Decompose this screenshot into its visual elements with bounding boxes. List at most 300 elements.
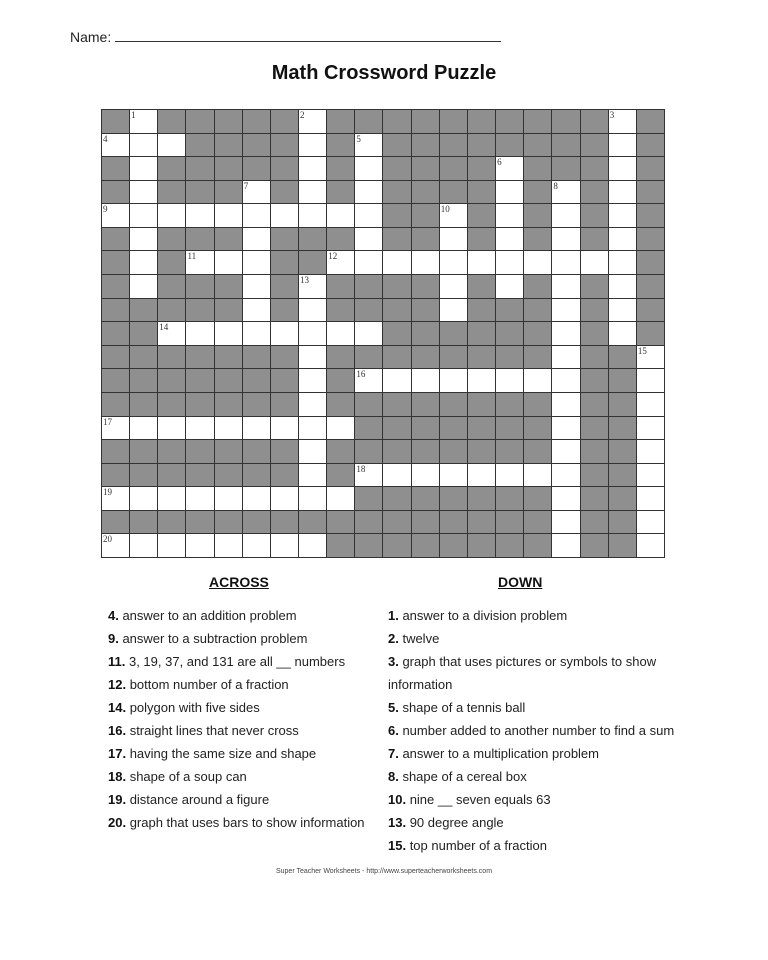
grid-cell-open[interactable] xyxy=(609,275,636,298)
grid-cell-block xyxy=(215,440,242,463)
grid-cell-block xyxy=(186,369,213,392)
clue-number: 7. xyxy=(388,746,399,761)
grid-cell-open[interactable] xyxy=(243,322,270,345)
clue-number-label: 3 xyxy=(609,110,615,120)
across-heading: ACROSS xyxy=(209,574,269,590)
grid-cell-open[interactable] xyxy=(609,157,636,180)
clue-text: shape of a cereal box xyxy=(398,769,527,784)
grid-cell-open[interactable] xyxy=(440,299,467,322)
grid-cell-open[interactable] xyxy=(102,134,129,157)
grid-cell-open[interactable] xyxy=(299,417,326,440)
grid-cell-block xyxy=(609,369,636,392)
grid-cell-block xyxy=(102,251,129,274)
clue-number: 20. xyxy=(108,815,127,830)
grid-cell-open[interactable] xyxy=(130,251,157,274)
grid-cell-block xyxy=(637,204,664,227)
clue-text: 3, 19, 37, and 131 are all __ numbers xyxy=(125,654,346,669)
clue-number-label: 19 xyxy=(103,487,112,498)
grid-cell-open[interactable] xyxy=(186,322,213,345)
grid-cell-block xyxy=(327,299,354,322)
grid-cell-block xyxy=(102,275,129,298)
grid-cell-block xyxy=(383,228,410,251)
grid-cell-block xyxy=(468,417,495,440)
grid-cell-block xyxy=(102,440,129,463)
grid-cell-open[interactable] xyxy=(637,369,664,392)
clue-number: 4. xyxy=(108,608,119,623)
across-clue xyxy=(108,719,378,742)
grid-cell-open[interactable] xyxy=(299,464,326,487)
grid-cell-open[interactable] xyxy=(355,369,382,392)
grid-cell-block xyxy=(383,275,410,298)
grid-cell-open[interactable] xyxy=(355,251,382,274)
grid-cell-block xyxy=(383,487,410,510)
grid-cell-block xyxy=(581,228,608,251)
grid-cell-open[interactable] xyxy=(355,228,382,251)
grid-cell-open[interactable] xyxy=(299,369,326,392)
grid-cell-open[interactable] xyxy=(102,487,129,510)
grid-cell-open[interactable] xyxy=(552,464,579,487)
grid-cell-block xyxy=(355,346,382,369)
grid-cell-open[interactable] xyxy=(552,393,579,416)
grid-cell-open[interactable] xyxy=(383,369,410,392)
grid-cell-block xyxy=(581,204,608,227)
clue-text: nine __ seven equals 63 xyxy=(406,792,551,807)
grid-cell-open[interactable] xyxy=(130,228,157,251)
grid-cell-block xyxy=(637,157,664,180)
grid-cell-block xyxy=(355,440,382,463)
grid-cell-block xyxy=(383,534,410,557)
grid-cell-block xyxy=(440,511,467,534)
grid-cell-open[interactable] xyxy=(299,110,326,133)
grid-cell-open[interactable] xyxy=(552,511,579,534)
grid-cell-open[interactable] xyxy=(215,534,242,557)
grid-cell-open[interactable] xyxy=(524,464,551,487)
grid-cell-open[interactable] xyxy=(355,181,382,204)
grid-cell-block xyxy=(102,322,129,345)
grid-cell-block xyxy=(327,275,354,298)
grid-cell-block xyxy=(412,275,439,298)
grid-cell-open[interactable] xyxy=(609,134,636,157)
grid-cell-block xyxy=(468,228,495,251)
grid-cell-block xyxy=(412,511,439,534)
grid-cell-open[interactable] xyxy=(130,204,157,227)
grid-cell-open[interactable] xyxy=(243,275,270,298)
clue-text: distance around a figure xyxy=(126,792,270,807)
grid-cell-open[interactable] xyxy=(609,181,636,204)
grid-cell-open[interactable] xyxy=(609,299,636,322)
grid-cell-block xyxy=(327,393,354,416)
grid-cell-block xyxy=(440,440,467,463)
grid-cell-block xyxy=(637,275,664,298)
grid-cell-open[interactable] xyxy=(130,157,157,180)
grid-cell-block xyxy=(158,511,185,534)
grid-cell-open[interactable] xyxy=(271,534,298,557)
grid-cell-block xyxy=(468,511,495,534)
grid-cell-open[interactable] xyxy=(299,487,326,510)
clue-number: 15. xyxy=(388,838,407,853)
grid-cell-block xyxy=(158,157,185,180)
grid-cell-block xyxy=(186,181,213,204)
grid-cell-open[interactable] xyxy=(552,440,579,463)
grid-cell-open[interactable] xyxy=(383,464,410,487)
grid-cell-open[interactable] xyxy=(299,181,326,204)
grid-cell-open[interactable] xyxy=(243,181,270,204)
grid-cell-block xyxy=(581,322,608,345)
grid-cell-block xyxy=(524,134,551,157)
grid-cell-open[interactable] xyxy=(412,464,439,487)
grid-cell-open[interactable] xyxy=(271,417,298,440)
grid-cell-open[interactable] xyxy=(637,440,664,463)
grid-cell-block xyxy=(637,322,664,345)
grid-cell-open[interactable] xyxy=(552,181,579,204)
grid-cell-block xyxy=(327,228,354,251)
across-clue xyxy=(108,696,378,719)
grid-cell-open[interactable] xyxy=(496,204,523,227)
grid-cell-open[interactable] xyxy=(637,511,664,534)
grid-cell-open[interactable] xyxy=(496,181,523,204)
clue-number-label: 17 xyxy=(103,416,112,427)
grid-cell-open[interactable] xyxy=(552,534,579,557)
grid-cell-open[interactable] xyxy=(496,157,523,180)
grid-cell-open[interactable] xyxy=(552,299,579,322)
grid-cell-block xyxy=(215,511,242,534)
clue-number-label: 14 xyxy=(159,322,169,333)
grid-cell-open[interactable] xyxy=(468,251,495,274)
clue-number: 1. xyxy=(388,608,399,623)
grid-cell-open[interactable] xyxy=(299,299,326,322)
grid-cell-open[interactable] xyxy=(327,417,354,440)
grid-cell-block xyxy=(524,322,551,345)
grid-cell-open[interactable] xyxy=(552,346,579,369)
grid-cell-block xyxy=(130,346,157,369)
grid-cell-block xyxy=(186,393,213,416)
grid-cell-block xyxy=(468,181,495,204)
clue-number-label: 8 xyxy=(553,180,558,191)
crossword-grid xyxy=(101,109,665,558)
clue-text: answer to a subtraction problem xyxy=(118,631,308,646)
clue-number: 17. xyxy=(108,746,127,761)
grid-cell-open[interactable] xyxy=(186,534,213,557)
grid-cell-block xyxy=(383,110,410,133)
grid-cell-block xyxy=(102,228,129,251)
grid-cell-block xyxy=(412,417,439,440)
grid-cell-open[interactable] xyxy=(327,487,354,510)
grid-cell-open[interactable] xyxy=(496,464,523,487)
grid-cell-open[interactable] xyxy=(552,417,579,440)
grid-cell-open[interactable] xyxy=(299,534,326,557)
clue-text: bottom number of a fraction xyxy=(126,677,289,692)
grid-cell-block xyxy=(215,299,242,322)
grid-cell-open[interactable] xyxy=(637,393,664,416)
grid-cell-block xyxy=(440,322,467,345)
grid-cell-block xyxy=(609,487,636,510)
grid-cell-block xyxy=(524,181,551,204)
down-clue xyxy=(388,811,678,834)
grid-cell-open[interactable] xyxy=(637,417,664,440)
grid-cell-open[interactable] xyxy=(440,275,467,298)
clue-number: 3. xyxy=(388,654,399,669)
grid-cell-block xyxy=(383,299,410,322)
grid-cell-open[interactable] xyxy=(130,134,157,157)
grid-cell-open[interactable] xyxy=(496,228,523,251)
grid-cell-open[interactable] xyxy=(327,204,354,227)
grid-cell-block xyxy=(581,346,608,369)
grid-cell-open[interactable] xyxy=(299,322,326,345)
grid-cell-open[interactable] xyxy=(243,299,270,322)
grid-cell-open[interactable] xyxy=(609,322,636,345)
grid-cell-open[interactable] xyxy=(271,487,298,510)
grid-cell-open[interactable] xyxy=(383,251,410,274)
grid-cell-open[interactable] xyxy=(158,134,185,157)
grid-cell-block xyxy=(158,110,185,133)
grid-cell-block xyxy=(271,369,298,392)
name-blank-line[interactable] xyxy=(115,27,501,42)
grid-cell-open[interactable] xyxy=(243,228,270,251)
clue-number: 18. xyxy=(108,769,127,784)
grid-cell-block xyxy=(158,181,185,204)
grid-cell-block xyxy=(524,275,551,298)
grid-cell-open[interactable] xyxy=(637,487,664,510)
grid-cell-open[interactable] xyxy=(243,204,270,227)
grid-cell-block xyxy=(130,393,157,416)
grid-cell-block xyxy=(637,299,664,322)
grid-cell-block xyxy=(440,181,467,204)
grid-cell-open[interactable] xyxy=(130,181,157,204)
grid-cell-block xyxy=(158,228,185,251)
footer-credit: Super Teacher Worksheets - http://www.superteacherworksheets.com xyxy=(275,868,493,875)
grid-cell-open[interactable] xyxy=(355,157,382,180)
grid-cell-block xyxy=(383,417,410,440)
grid-cell-block xyxy=(581,417,608,440)
down-clue xyxy=(388,788,678,811)
grid-cell-open[interactable] xyxy=(243,417,270,440)
grid-cell-open[interactable] xyxy=(158,322,185,345)
grid-cell-block xyxy=(468,393,495,416)
grid-cell-open[interactable] xyxy=(186,487,213,510)
grid-cell-open[interactable] xyxy=(130,275,157,298)
grid-cell-block xyxy=(440,534,467,557)
grid-cell-open[interactable] xyxy=(440,464,467,487)
clue-text: twelve xyxy=(398,631,440,646)
grid-cell-block xyxy=(609,534,636,557)
grid-cell-block xyxy=(496,322,523,345)
grid-cell-block xyxy=(327,440,354,463)
grid-cell-open[interactable] xyxy=(637,346,664,369)
grid-cell-open[interactable] xyxy=(299,440,326,463)
grid-cell-block xyxy=(552,157,579,180)
grid-cell-open[interactable] xyxy=(609,204,636,227)
grid-cell-block xyxy=(102,181,129,204)
down-clue xyxy=(388,719,678,742)
grid-cell-block xyxy=(637,251,664,274)
grid-cell-open[interactable] xyxy=(355,134,382,157)
grid-cell-block xyxy=(186,134,213,157)
grid-cell-open[interactable] xyxy=(552,204,579,227)
grid-cell-block xyxy=(355,275,382,298)
grid-cell-open[interactable] xyxy=(215,251,242,274)
grid-cell-block xyxy=(215,110,242,133)
grid-cell-open[interactable] xyxy=(271,322,298,345)
grid-cell-block xyxy=(383,511,410,534)
grid-cell-open[interactable] xyxy=(102,204,129,227)
grid-cell-open[interactable] xyxy=(637,534,664,557)
grid-cell-open[interactable] xyxy=(215,322,242,345)
page-title: Math Crossword Puzzle xyxy=(271,62,497,84)
grid-cell-block xyxy=(609,511,636,534)
grid-cell-open[interactable] xyxy=(440,251,467,274)
grid-cell-block xyxy=(355,534,382,557)
grid-cell-open[interactable] xyxy=(215,417,242,440)
grid-cell-open[interactable] xyxy=(102,534,129,557)
grid-cell-open[interactable] xyxy=(271,204,298,227)
grid-cell-open[interactable] xyxy=(327,322,354,345)
grid-cell-block xyxy=(524,346,551,369)
grid-cell-open[interactable] xyxy=(186,417,213,440)
grid-cell-open[interactable] xyxy=(158,417,185,440)
grid-cell-block xyxy=(468,275,495,298)
grid-cell-block xyxy=(524,299,551,322)
grid-cell-block xyxy=(130,322,157,345)
grid-cell-block xyxy=(102,157,129,180)
grid-cell-block xyxy=(158,369,185,392)
grid-cell-block xyxy=(327,369,354,392)
clue-number-label: 9 xyxy=(103,204,108,215)
grid-cell-open[interactable] xyxy=(299,134,326,157)
grid-cell-open[interactable] xyxy=(496,369,523,392)
grid-cell-open[interactable] xyxy=(552,275,579,298)
grid-cell-block xyxy=(102,110,129,133)
grid-cell-open[interactable] xyxy=(130,487,157,510)
grid-cell-block xyxy=(215,275,242,298)
grid-cell-block xyxy=(524,487,551,510)
grid-cell-block xyxy=(581,299,608,322)
grid-cell-open[interactable] xyxy=(552,251,579,274)
across-clue xyxy=(108,788,378,811)
grid-cell-block xyxy=(609,440,636,463)
grid-cell-block xyxy=(355,110,382,133)
grid-cell-open[interactable] xyxy=(215,487,242,510)
grid-cell-block xyxy=(383,440,410,463)
clue-text: top number of a fraction xyxy=(406,838,547,853)
grid-cell-block xyxy=(412,204,439,227)
grid-cell-block xyxy=(524,511,551,534)
grid-cell-open[interactable] xyxy=(440,228,467,251)
grid-cell-open[interactable] xyxy=(130,534,157,557)
grid-cell-open[interactable] xyxy=(468,464,495,487)
grid-cell-block xyxy=(581,487,608,510)
grid-cell-open[interactable] xyxy=(299,346,326,369)
grid-cell-open[interactable] xyxy=(524,369,551,392)
grid-cell-block xyxy=(271,110,298,133)
grid-cell-open[interactable] xyxy=(299,393,326,416)
across-clue xyxy=(108,627,378,650)
clue-number-label: 20 xyxy=(103,534,112,545)
across-clue xyxy=(108,742,378,765)
grid-cell-block xyxy=(271,511,298,534)
grid-cell-block xyxy=(440,346,467,369)
grid-cell-block xyxy=(327,464,354,487)
clue-text: shape of a soup can xyxy=(126,769,247,784)
grid-cell-block xyxy=(327,134,354,157)
grid-cell-block xyxy=(581,275,608,298)
grid-cell-open[interactable] xyxy=(327,251,354,274)
grid-cell-open[interactable] xyxy=(468,369,495,392)
grid-cell-open[interactable] xyxy=(299,204,326,227)
grid-cell-open[interactable] xyxy=(299,275,326,298)
grid-cell-open[interactable] xyxy=(102,417,129,440)
clue-text: graph that uses bars to show information xyxy=(126,815,365,830)
clue-text: 90 degree angle xyxy=(406,815,504,830)
grid-cell-open[interactable] xyxy=(524,251,551,274)
grid-cell-open[interactable] xyxy=(609,228,636,251)
grid-cell-block xyxy=(440,417,467,440)
grid-cell-block xyxy=(130,299,157,322)
grid-cell-block xyxy=(186,440,213,463)
grid-cell-open[interactable] xyxy=(496,251,523,274)
clue-number-label: 5 xyxy=(356,133,361,144)
name-label: Name: xyxy=(70,29,112,45)
grid-cell-open[interactable] xyxy=(412,369,439,392)
grid-cell-open[interactable] xyxy=(609,251,636,274)
grid-cell-open[interactable] xyxy=(355,322,382,345)
grid-cell-block xyxy=(440,157,467,180)
grid-cell-open[interactable] xyxy=(440,369,467,392)
grid-cell-block xyxy=(299,251,326,274)
grid-cell-block xyxy=(609,393,636,416)
grid-cell-block xyxy=(524,228,551,251)
grid-cell-open[interactable] xyxy=(243,534,270,557)
grid-cell-open[interactable] xyxy=(440,204,467,227)
grid-cell-open[interactable] xyxy=(637,464,664,487)
grid-cell-open[interactable] xyxy=(581,251,608,274)
grid-cell-open[interactable] xyxy=(158,204,185,227)
grid-cell-open[interactable] xyxy=(299,157,326,180)
clue-number: 5. xyxy=(388,700,399,715)
grid-cell-block xyxy=(496,487,523,510)
grid-cell-open[interactable] xyxy=(243,251,270,274)
grid-cell-block xyxy=(524,204,551,227)
clue-number: 12. xyxy=(108,677,127,692)
grid-cell-block xyxy=(158,393,185,416)
grid-cell-block xyxy=(581,464,608,487)
grid-cell-open[interactable] xyxy=(552,487,579,510)
grid-cell-block xyxy=(130,369,157,392)
grid-cell-block xyxy=(327,534,354,557)
grid-cell-open[interactable] xyxy=(243,487,270,510)
grid-cell-open[interactable] xyxy=(496,275,523,298)
grid-cell-open[interactable] xyxy=(609,110,636,133)
grid-cell-block xyxy=(186,157,213,180)
grid-cell-block xyxy=(412,487,439,510)
grid-cell-open[interactable] xyxy=(355,204,382,227)
grid-cell-open[interactable] xyxy=(130,110,157,133)
grid-cell-block xyxy=(327,346,354,369)
grid-cell-open[interactable] xyxy=(552,369,579,392)
grid-cell-block xyxy=(581,181,608,204)
grid-cell-open[interactable] xyxy=(552,228,579,251)
grid-cell-open[interactable] xyxy=(355,464,382,487)
grid-cell-open[interactable] xyxy=(158,487,185,510)
grid-cell-open[interactable] xyxy=(412,251,439,274)
grid-cell-open[interactable] xyxy=(158,534,185,557)
grid-cell-open[interactable] xyxy=(552,322,579,345)
grid-cell-open[interactable] xyxy=(130,417,157,440)
grid-cell-open[interactable] xyxy=(186,251,213,274)
grid-cell-block xyxy=(412,440,439,463)
grid-cell-open[interactable] xyxy=(186,204,213,227)
grid-cell-open[interactable] xyxy=(215,204,242,227)
across-clue xyxy=(108,604,378,627)
